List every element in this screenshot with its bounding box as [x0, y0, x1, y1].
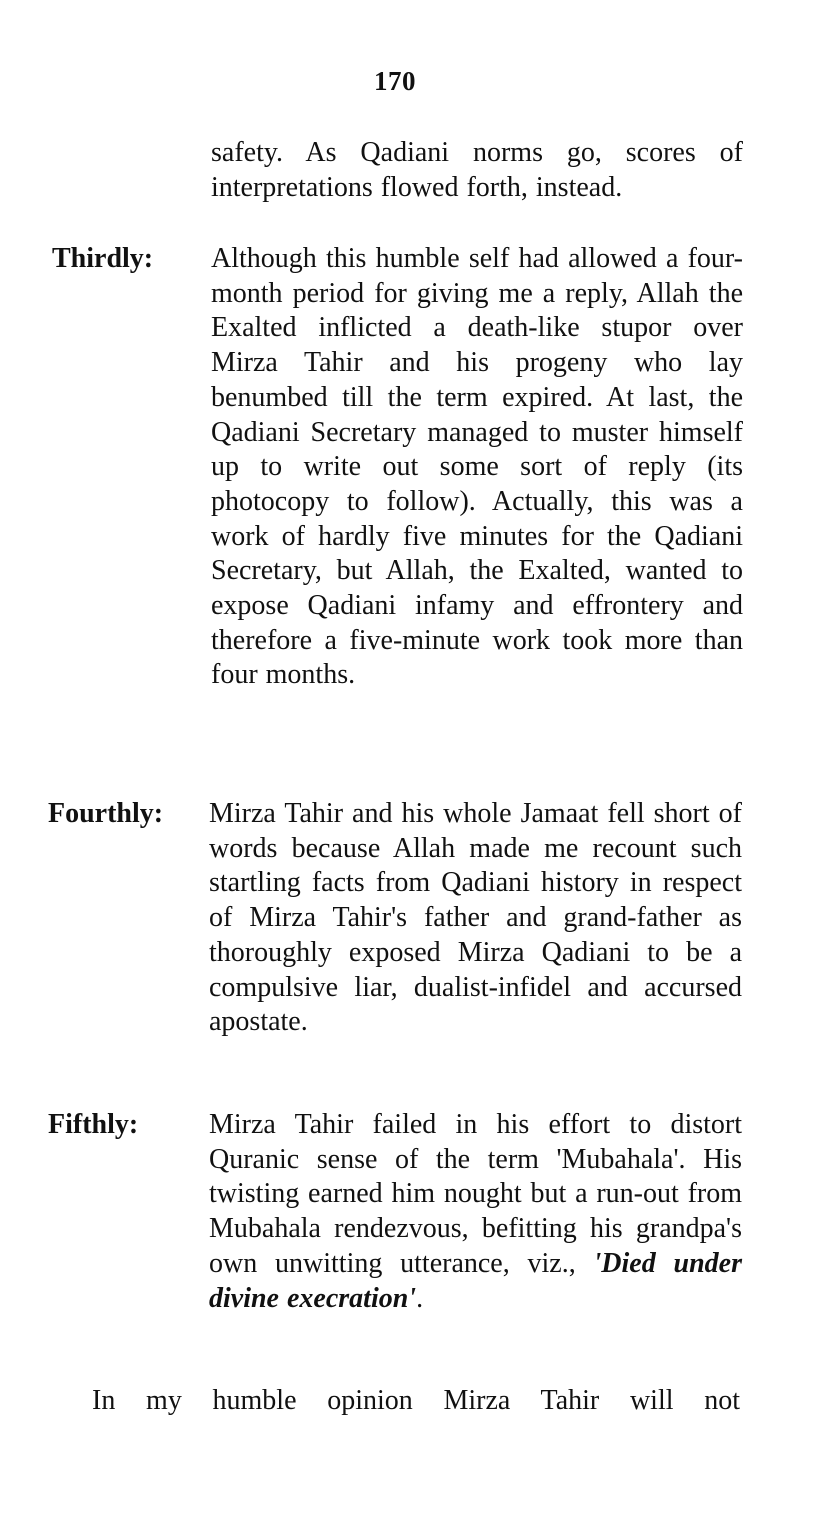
- point-text-main: Mirza Tahir failed in his effort to distort Quranic sense of the term 'Mubahala'. His twisting earned him nought but a run-out from Mubahala rendezvous, befitting his grandpa's own unwitting utterance, viz.,: [209, 1109, 742, 1279]
- point-text-tail: .: [416, 1282, 424, 1314]
- point-text: Although this humble self had allowed a four-month period for giving me a reply, Allah the Exalted inflicted a death-like stupor over Mirza Tahir and his progeny who lay benumbed till the term expired. At last, the Qadiani Secretary managed to muster himself up to write out some sort of reply (its photocopy to follow). Actually, this was a work of hardly five minutes for the Qadiani Secretary, but Allah, the Exalted, wanted to expose Qadiani infamy and effrontery and therefore a five-minute work took more than four months.: [211, 243, 743, 691]
- point-label: Fifthly:: [48, 1109, 139, 1140]
- point-text: Mirza Tahir and his whole Jamaat fell short of words because Allah made me recount such startling facts from Qadiani history in respect of Mirza Tahir's father and grand-father as thoroughly exposed Mirza Qadiani to be a compulsive liar, dualist-infidel and accursed apostate.: [209, 798, 742, 1038]
- point-text: [209, 1108, 742, 1316]
- closing-paragraph: In my humble opinion Mirza Tahir will not: [92, 1385, 740, 1416]
- point-text-emphasis: 'Died under divine execration': [209, 1247, 742, 1314]
- page-number: 170: [374, 66, 416, 96]
- continuation-paragraph: safety. As Qadiani norms go, scores of interpretations flowed forth, instead.: [211, 137, 743, 203]
- point-label: Thirdly:: [52, 243, 154, 274]
- point-label: Fourthly:: [48, 798, 164, 829]
